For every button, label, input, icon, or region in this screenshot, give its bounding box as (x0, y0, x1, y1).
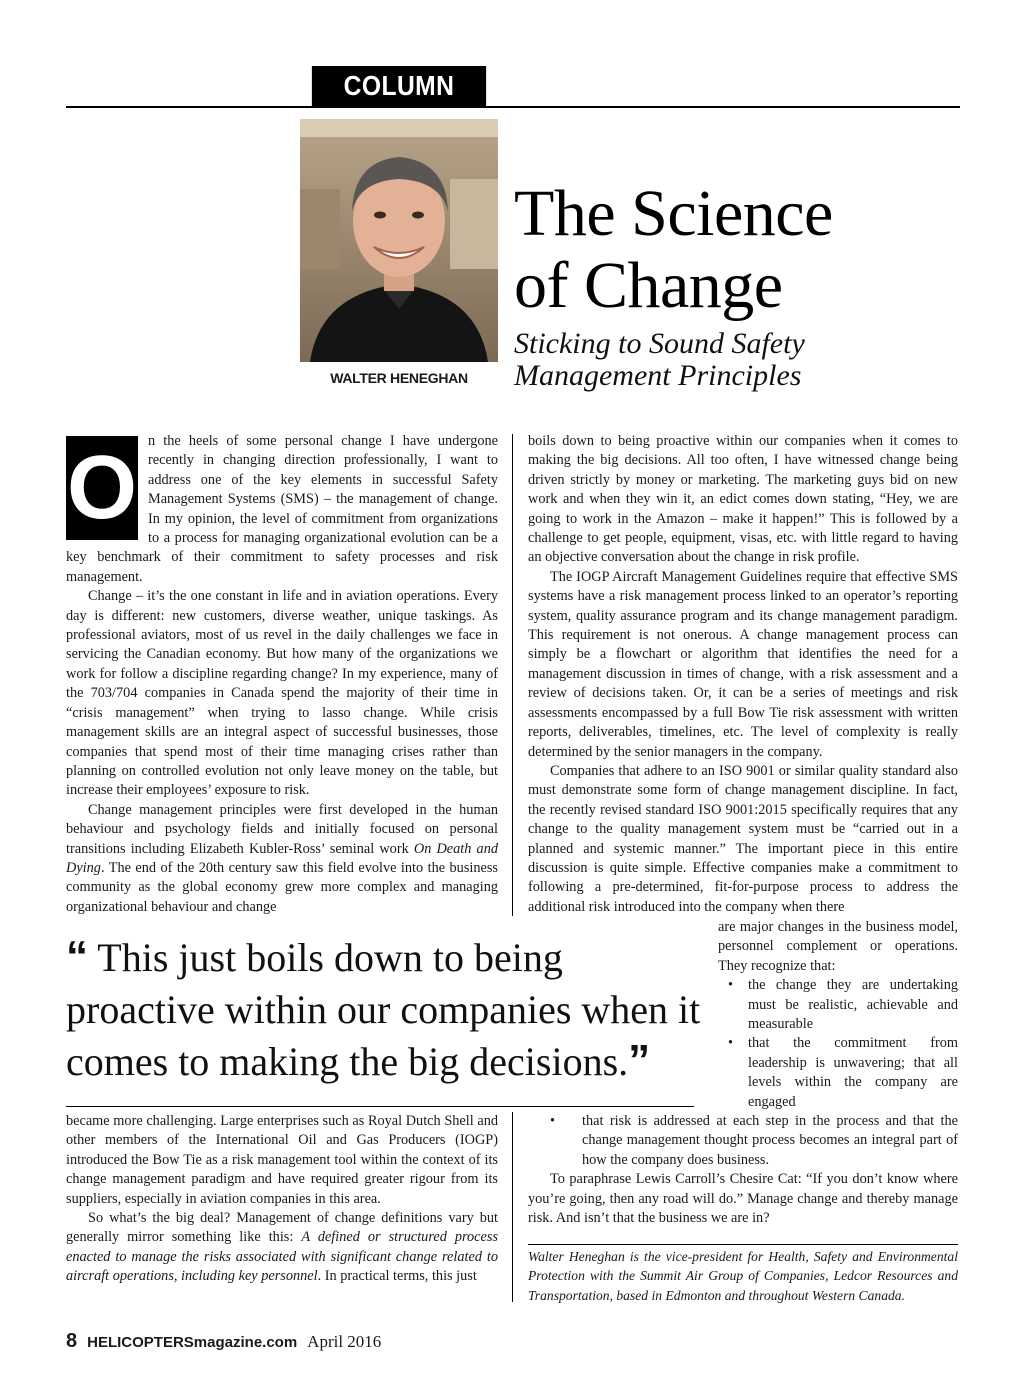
section-banner: COLUMN (312, 66, 486, 106)
left-column-top (66, 432, 498, 917)
bullet-list (718, 976, 958, 1112)
article-title (514, 178, 954, 322)
left-column-bottom (66, 1112, 498, 1287)
paragraph (66, 801, 498, 917)
right-column-bottom (528, 1112, 958, 1228)
page-number: 8 (66, 1330, 78, 1352)
right-column-narrow (718, 918, 958, 1112)
paragraph (66, 1209, 498, 1287)
right-column-top (528, 432, 958, 917)
bullet-text: the change they are undertaking must be realistic, achievable and measurable (748, 977, 958, 1033)
bio-rule (528, 1244, 958, 1245)
book-title: On Death and Dying (66, 840, 498, 876)
bullet-text: that risk is addressed at each step in the process and that the change management thought process becomes an integral part of how the company does business. (582, 1113, 958, 1168)
magazine-url: HELICOPTERSmagazine.com (87, 1334, 298, 1351)
bullet-item (718, 1034, 958, 1112)
pull-quote (66, 932, 706, 1088)
issue-date: April 2016 (307, 1332, 382, 1351)
column-divider (512, 1112, 513, 1302)
paragraph: The IOGP Aircraft Management Guidelines require that effective SMS systems have a risk management process linked to an operator’s reporting system, quality assurance program and its change management paradigm. This requirement is not onerous. A change management process can simply be a flowchart or algorithm that identifies the need for a management discussion in times of change, with a risk assessment and a review of decisions taken. Or, it can be a series of meetings and risk assessments encompassed by a full Bow Tie risk assessment with written reports, deliverables, timelines, etc. The level of complexity is really determined by the senior managers in the company. (528, 568, 958, 760)
pull-quote-text: This just boils down to being proactive within our companies when it comes to making the big decisions. (66, 935, 701, 1084)
bullet-text: that the commitment from leadership is unwavering; that all levels within the company are engaged (748, 1035, 958, 1110)
title-line: of Change (514, 249, 783, 322)
author-photo (300, 119, 498, 362)
bullet-symbol: • (550, 1113, 556, 1129)
paragraph: Companies that adhere to an ISO 9001 or similar quality standard also must demonstrate some form of change management discipline. In fact, the recently revised standard ISO 9001:2015 specifically requires that any change to the quality management system must be “carried out in a planned and systemic manner.” The important piece in this entire discussion is quite simple. Effective companies make a commitment to following a pre-determined, fit-for-purpose process to address the additional risk introduced into the company when there (528, 762, 958, 915)
bullet-symbol: • (728, 1035, 734, 1052)
definition-text: A defined or structured process enacted to manage the risks associated with significant change related to aircraft operations, including key personnel (66, 1229, 498, 1285)
column-divider (512, 434, 513, 916)
author-byline: WALTER HENEGHAN (330, 370, 468, 386)
author-bio: Walter Heneghan is the vice-president for Health, Safety and Environmental Protection with the Summit Air Group of Companies, Ledcor Resources and Transportation, based in Edmonton and throughout Western Canada. (528, 1249, 958, 1303)
paragraph: boils down to being proactive within our companies when it comes to making the big decisions. All too often, I have witnessed change being driven strictly by money or marketing. The marketing guys bid on new work and when they win it, an edict comes down stating, “Hey, we are going to work in the Amazon – make it happen!” This is followed by a challenge to get people, equipment, visas, etc. with little regard to having an objective conversation about the change in risk profile. (528, 433, 958, 566)
close-quote-mark: ” (628, 1036, 651, 1085)
header-rule (66, 106, 960, 108)
bullet-symbol: • (728, 977, 734, 994)
bullet-item (718, 976, 958, 1034)
title-line: The Science (514, 177, 833, 250)
paragraph: became more challenging. Large enterprises such as Royal Dutch Shell and other members of the International Oil and Gas Producers (IOGP) introduced the Bow Tie as a risk management tool within the context of its change management paradigm and have required greater rigour from its suppliers, especially in aviation companies in this area. (66, 1113, 498, 1207)
article-subtitle (514, 328, 954, 392)
bullet-item (528, 1112, 958, 1170)
subtitle-line: Management Principles (514, 359, 802, 392)
text-run: . The end of the 20th century saw this field evolve into the business community as the global economy grew more complex and managing organizational behaviour and change (66, 859, 498, 915)
text-run: Change management principles were first developed in the human behaviour and psychology fields and initially focused on personal transitions including Elizabeth Kubler-Ross’ seminal work (66, 801, 498, 857)
pull-quote-rule (66, 1106, 694, 1107)
drop-cap: O (66, 438, 137, 538)
paragraph: Change – it’s the one constant in life and in aviation operations. Every day is different: new customers, diverse weather, unique taskings. As professional aviators, most of us revel in the daily challenges we face in servicing the Canadian economy. But how many of the organizations we work for follow a discipline regarding change? In my experience, many of the 703/704 companies in Canada spend the majority of their time in “crisis management” when trying to lasso change. While crisis management skills are an integral aspect of successful businesses, those companies that spend most of their time managing crises rather than planning on controlled evolution not only leave money on the table, but increase their employees’ exposure to risk. (66, 588, 498, 799)
paragraph: are major changes in the business model, personnel complement or operations. They recognize that: (718, 919, 958, 974)
text-run: So what’s the big deal? Management of change definitions vary but generally mirror something like this: (66, 1210, 498, 1246)
subtitle-line: Sticking to Sound Safety (514, 327, 805, 360)
bullet-list (528, 1112, 958, 1170)
paragraph: To paraphrase Lewis Carroll’s Chesire Cat: “If you don’t know where you’re going, then any road will do.” Manage change and thereby manage risk. And isn’t that the business we are in? (528, 1171, 958, 1227)
text-run: . In practical terms, this just (317, 1268, 477, 1285)
open-quote-mark: “ (66, 932, 88, 981)
page-footer (66, 1330, 381, 1354)
paragraph: n the heels of some personal change I have undergone recently in changing direction professionally, I want to address one of the key elements in successful Safety Management Systems (SMS) – the management of change. In my opinion, the level of commitment from organizations to a process for managing organizational evolution can be a key benchmark of their commitment to safety processes and risk management. (66, 433, 498, 585)
